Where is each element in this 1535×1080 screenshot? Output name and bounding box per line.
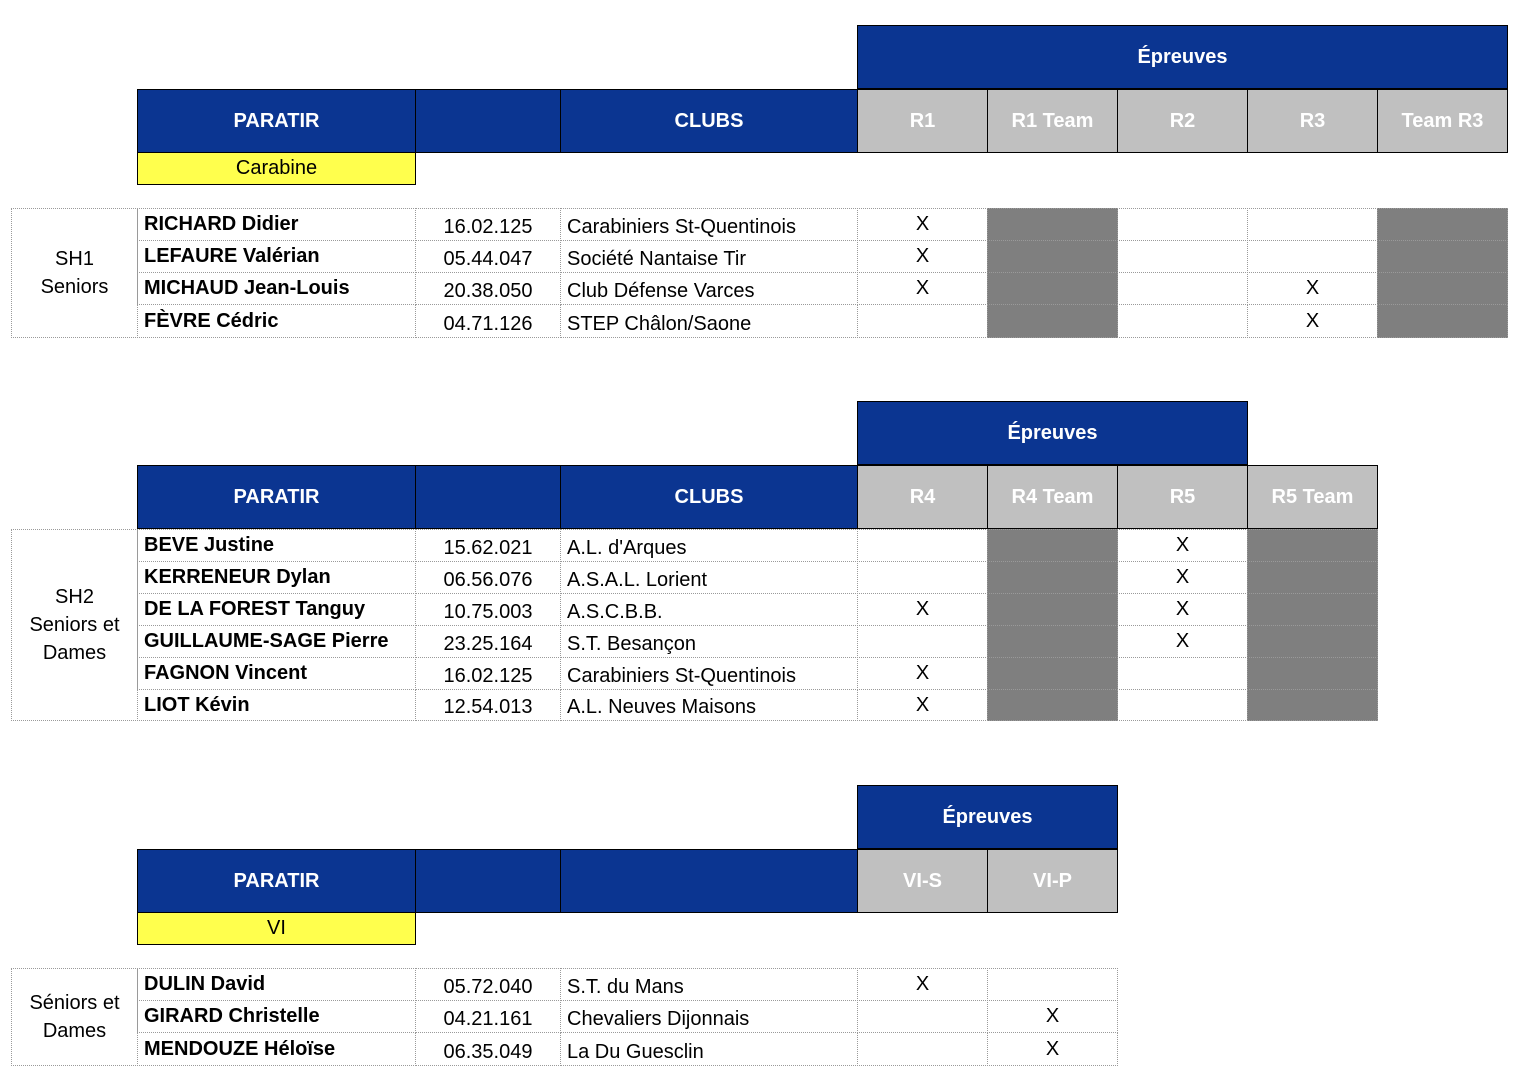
club-name: Carabiniers St-Quentinois — [560, 208, 858, 241]
event-header-r1-team: R1 Team — [987, 89, 1118, 153]
mark-r2 — [1117, 272, 1248, 305]
mark-vi-s: X — [857, 968, 988, 1001]
clubs-header: CLUBS — [560, 465, 858, 529]
licence-number: 15.62.021 — [415, 529, 561, 562]
competitor-name: FÈVRE Cédric — [137, 304, 416, 338]
blocked-cell — [1247, 625, 1378, 658]
mark-r4: X — [857, 689, 988, 721]
licence-header — [415, 465, 561, 529]
paratir-header: PARATIR — [137, 465, 416, 529]
competitor-name: RICHARD Didier — [137, 208, 416, 241]
paratir-header: PARATIR — [137, 89, 416, 153]
event-header-vi-p: VI-P — [987, 849, 1118, 913]
mark-vi-p: X — [987, 1000, 1118, 1033]
blocked-cell — [1247, 689, 1378, 721]
competitor-name: LIOT Kévin — [137, 689, 416, 721]
arm-label: VI — [137, 912, 416, 945]
licence-number: 05.72.040 — [415, 968, 561, 1001]
mark-vi-s — [857, 1032, 988, 1066]
mark-r4 — [857, 561, 988, 594]
competitor-name: GUILLAUME-SAGE Pierre — [137, 625, 416, 658]
event-header-r1: R1 — [857, 89, 988, 153]
blocked-cell — [1377, 304, 1508, 338]
arm-label: Carabine — [137, 152, 416, 185]
club-name: A.L. d'Arques — [560, 529, 858, 562]
blocked-cell — [987, 272, 1118, 305]
licence-number: 06.56.076 — [415, 561, 561, 594]
competitor-name: BEVE Justine — [137, 529, 416, 562]
mark-vi-p — [987, 968, 1118, 1001]
club-name: STEP Châlon/Saone — [560, 304, 858, 338]
event-header-r4: R4 — [857, 465, 988, 529]
licence-number: 06.35.049 — [415, 1032, 561, 1066]
club-name: Carabiniers St-Quentinois — [560, 657, 858, 690]
blocked-cell — [1247, 529, 1378, 562]
club-name: S.T. du Mans — [560, 968, 858, 1001]
mark-r5: X — [1117, 561, 1248, 594]
mark-r5: X — [1117, 625, 1248, 658]
blocked-cell — [987, 240, 1118, 273]
event-header-r2: R2 — [1117, 89, 1248, 153]
competitor-name: DE LA FOREST Tanguy — [137, 593, 416, 626]
mark-r1: X — [857, 240, 988, 273]
competitor-name: FAGNON Vincent — [137, 657, 416, 690]
epreuves-header: Épreuves — [857, 25, 1508, 89]
mark-vi-s — [857, 1000, 988, 1033]
mark-r4 — [857, 529, 988, 562]
club-name: Chevaliers Dijonnais — [560, 1000, 858, 1033]
competitor-name: LEFAURE Valérian — [137, 240, 416, 273]
club-name: A.S.C.B.B. — [560, 593, 858, 626]
mark-r1: X — [857, 208, 988, 241]
licence-number: 04.21.161 — [415, 1000, 561, 1033]
licence-number: 20.38.050 — [415, 272, 561, 305]
club-name: La Du Guesclin — [560, 1032, 858, 1066]
event-header-r4-team: R4 Team — [987, 465, 1118, 529]
licence-header — [415, 849, 561, 913]
epreuves-header: Épreuves — [857, 401, 1248, 465]
licence-number: 23.25.164 — [415, 625, 561, 658]
competitor-name: MENDOUZE Héloïse — [137, 1032, 416, 1066]
licence-number: 16.02.125 — [415, 208, 561, 241]
mark-r4: X — [857, 657, 988, 690]
category-label: SH1 Seniors — [11, 208, 138, 338]
blocked-cell — [1247, 561, 1378, 594]
mark-r5 — [1117, 689, 1248, 721]
event-header-vi-s: VI-S — [857, 849, 988, 913]
event-header-team-r3: Team R3 — [1377, 89, 1508, 153]
mark-r5 — [1117, 657, 1248, 690]
mark-r5: X — [1117, 529, 1248, 562]
mark-r4 — [857, 625, 988, 658]
mark-r3 — [1247, 208, 1378, 241]
event-header-r5-team: R5 Team — [1247, 465, 1378, 529]
competitor-name: GIRARD Christelle — [137, 1000, 416, 1033]
mark-r3 — [1247, 240, 1378, 273]
blocked-cell — [1377, 240, 1508, 273]
blocked-cell — [987, 529, 1118, 562]
licence-header — [415, 89, 561, 153]
mark-vi-p: X — [987, 1032, 1118, 1066]
mark-r2 — [1117, 304, 1248, 338]
blocked-cell — [1247, 593, 1378, 626]
club-name: S.T. Besançon — [560, 625, 858, 658]
category-label: Séniors et Dames — [11, 968, 138, 1066]
mark-r2 — [1117, 240, 1248, 273]
licence-number: 10.75.003 — [415, 593, 561, 626]
club-name: Club Défense Varces — [560, 272, 858, 305]
club-name: A.L. Neuves Maisons — [560, 689, 858, 721]
licence-number: 05.44.047 — [415, 240, 561, 273]
clubs-header — [560, 849, 858, 913]
blocked-cell — [987, 304, 1118, 338]
mark-r2 — [1117, 208, 1248, 241]
blocked-cell — [1247, 657, 1378, 690]
blocked-cell — [987, 593, 1118, 626]
category-label: SH2 Seniors et Dames — [11, 529, 138, 721]
mark-r1: X — [857, 272, 988, 305]
club-name: Société Nantaise Tir — [560, 240, 858, 273]
paratir-header: PARATIR — [137, 849, 416, 913]
licence-number: 16.02.125 — [415, 657, 561, 690]
mark-r5: X — [1117, 593, 1248, 626]
blocked-cell — [987, 208, 1118, 241]
mark-r3: X — [1247, 304, 1378, 338]
mark-r3: X — [1247, 272, 1378, 305]
blocked-cell — [987, 657, 1118, 690]
clubs-header: CLUBS — [560, 89, 858, 153]
epreuves-header: Épreuves — [857, 785, 1118, 849]
competitor-name: DULIN David — [137, 968, 416, 1001]
blocked-cell — [987, 625, 1118, 658]
mark-r4: X — [857, 593, 988, 626]
competitor-name: KERRENEUR Dylan — [137, 561, 416, 594]
blocked-cell — [987, 689, 1118, 721]
event-header-r3: R3 — [1247, 89, 1378, 153]
licence-number: 04.71.126 — [415, 304, 561, 338]
blocked-cell — [1377, 272, 1508, 305]
licence-number: 12.54.013 — [415, 689, 561, 721]
club-name: A.S.A.L. Lorient — [560, 561, 858, 594]
mark-r1 — [857, 304, 988, 338]
competitor-name: MICHAUD Jean-Louis — [137, 272, 416, 305]
blocked-cell — [987, 561, 1118, 594]
event-header-r5: R5 — [1117, 465, 1248, 529]
blocked-cell — [1377, 208, 1508, 241]
